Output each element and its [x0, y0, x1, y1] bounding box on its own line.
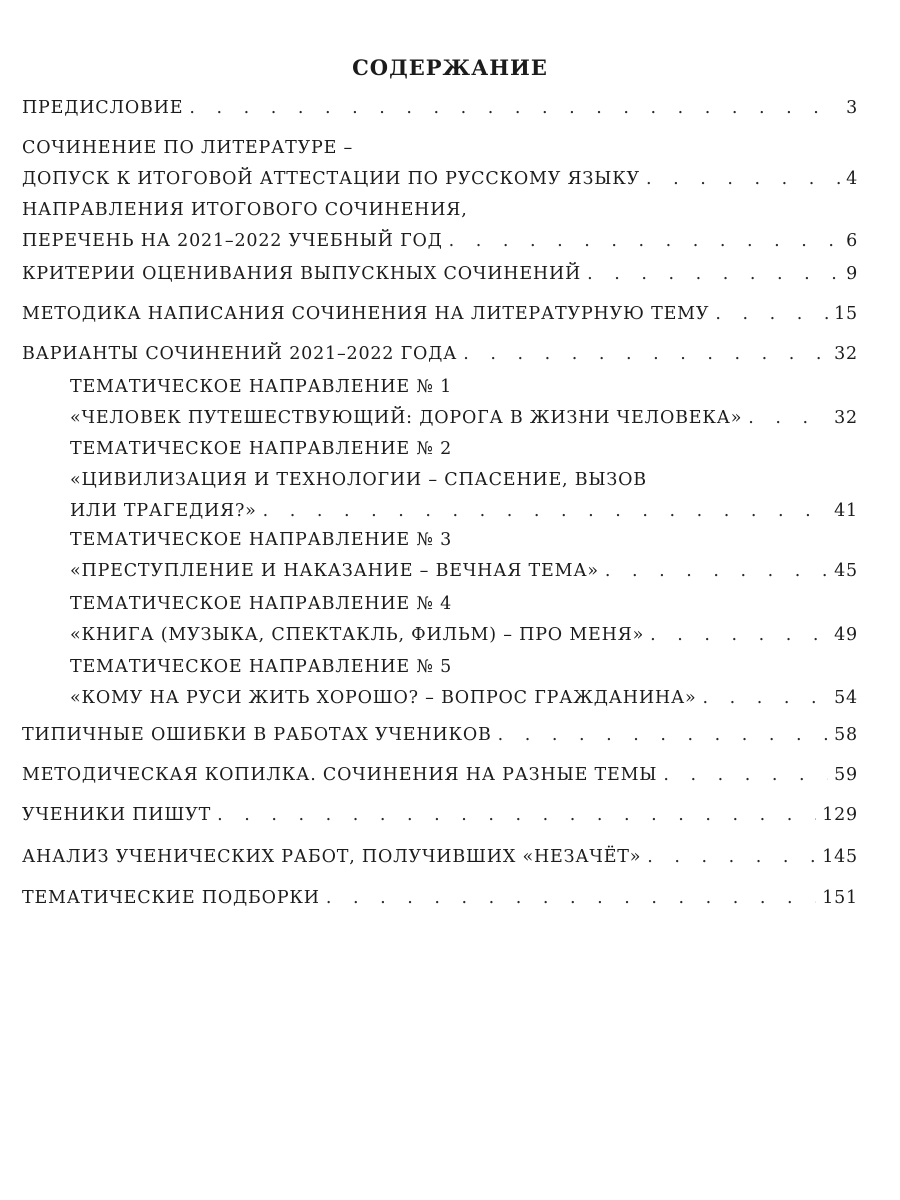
toc-entry[interactable] [22, 887, 858, 909]
toc-entry[interactable] [22, 97, 858, 119]
toc-entry[interactable] [22, 846, 858, 868]
dot-leader [463, 343, 828, 365]
toc-entry[interactable] [70, 624, 858, 646]
toc-page-number: 59 [834, 765, 858, 785]
toc-entry-title: «ПРЕСТУПЛЕНИЕ И НАКАЗАНИЕ – ВЕЧНАЯ ТЕМА» [70, 561, 599, 581]
dot-leader [449, 230, 840, 252]
toc-entry[interactable] [22, 168, 858, 190]
dot-leader [189, 97, 840, 119]
toc-entry-title: МЕТОДИКА НАПИСАНИЯ СОЧИНЕНИЯ НА ЛИТЕРАТУРНУЮ ТЕМУ [22, 304, 710, 324]
toc-entry[interactable] [22, 724, 858, 746]
toc-entry-title: ТЕМАТИЧЕСКИЕ ПОДБОРКИ [22, 888, 320, 908]
page-title: СОДЕРЖАНИЕ [352, 55, 548, 80]
toc-entry[interactable] [70, 560, 858, 582]
toc-page-number: 58 [834, 725, 858, 745]
dot-leader [715, 303, 828, 325]
toc-entry-heading-line: НАПРАВЛЕНИЯ ИТОГОВОГО СОЧИНЕНИЯ, [22, 200, 468, 220]
toc-entry-title: «ЧЕЛОВЕК ПУТЕШЕСТВУЮЩИЙ: ДОРОГА В ЖИЗНИ ЧЕЛОВЕКА» [70, 408, 743, 428]
toc-entry[interactable] [22, 764, 858, 786]
toc-entry-title: ПРЕДИСЛОВИЕ [22, 98, 184, 118]
toc-page-number: 41 [834, 501, 858, 521]
toc-entry[interactable] [22, 303, 858, 325]
toc-entry[interactable] [70, 500, 858, 522]
toc-entry-title: ВАРИАНТЫ СОЧИНЕНИЙ 2021–2022 ГОДА [22, 344, 458, 364]
toc-entry-title: АНАЛИЗ УЧЕНИЧЕСКИХ РАБОТ, ПОЛУЧИВШИХ «НЕЗАЧЁТ» [22, 847, 642, 867]
toc-page-number: 32 [834, 408, 858, 428]
toc-entry-title: ПЕРЕЧЕНЬ НА 2021–2022 УЧЕБНЫЙ ГОД [22, 231, 443, 251]
toc-entry-heading-line: ТЕМАТИЧЕСКОЕ НАПРАВЛЕНИЕ № 2 [70, 439, 453, 459]
toc-entry[interactable] [22, 804, 858, 826]
toc-entry-title: «КНИГА (МУЗЫКА, СПЕКТАКЛЬ, ФИЛЬМ) – ПРО МЕНЯ» [70, 625, 645, 645]
toc-entry[interactable] [22, 263, 858, 285]
dot-leader [498, 724, 828, 746]
toc-entry-title: КРИТЕРИИ ОЦЕНИВАНИЯ ВЫПУСКНЫХ СОЧИНЕНИЙ [22, 264, 582, 284]
toc-entry-heading-line: ТЕМАТИЧЕСКОЕ НАПРАВЛЕНИЕ № 4 [70, 594, 453, 614]
toc-entry-heading-line: «ЦИВИЛИЗАЦИЯ И ТЕХНОЛОГИИ – СПАСЕНИЕ, ВЫЗОВ [70, 470, 647, 490]
toc-page-number: 129 [822, 805, 858, 825]
dot-leader [748, 407, 828, 429]
dot-leader [703, 687, 829, 709]
dot-leader [663, 764, 828, 786]
toc-entry[interactable] [70, 687, 858, 709]
dot-leader [650, 624, 828, 646]
toc-entry-title: МЕТОДИЧЕСКАЯ КОПИЛКА. СОЧИНЕНИЯ НА РАЗНЫЕ ТЕМЫ [22, 765, 658, 785]
toc-entry-title: ДОПУСК К ИТОГОВОЙ АТТЕСТАЦИИ ПО РУССКОМУ ЯЗЫКУ [22, 169, 640, 189]
dot-leader [263, 500, 828, 522]
toc-page-number: 4 [846, 169, 858, 189]
dot-leader [217, 804, 816, 826]
toc-page-number: 9 [846, 264, 858, 284]
toc-entry-heading-line: СОЧИНЕНИЕ ПО ЛИТЕРАТУРЕ – [22, 138, 354, 158]
dot-leader [605, 560, 828, 582]
toc-entry[interactable] [22, 343, 858, 365]
toc-entry-title: «КОМУ НА РУСИ ЖИТЬ ХОРОШО? – ВОПРОС ГРАЖДАНИНА» [70, 688, 697, 708]
toc-entry-heading-line: ТЕМАТИЧЕСКОЕ НАПРАВЛЕНИЕ № 3 [70, 530, 453, 550]
dot-leader [326, 887, 816, 909]
toc-page-number: 15 [834, 304, 858, 324]
dot-leader [587, 263, 840, 285]
dot-leader [646, 168, 840, 190]
toc-page-number: 3 [846, 98, 858, 118]
toc-entry-title: УЧЕНИКИ ПИШУТ [22, 805, 212, 825]
toc-entry[interactable] [22, 230, 858, 252]
toc-entry-heading-line: ТЕМАТИЧЕСКОЕ НАПРАВЛЕНИЕ № 1 [70, 377, 453, 397]
toc-entry-heading-line: ТЕМАТИЧЕСКОЕ НАПРАВЛЕНИЕ № 5 [70, 657, 453, 677]
toc-page-number: 6 [846, 231, 858, 251]
toc-page-number: 49 [834, 625, 858, 645]
dot-leader [647, 846, 816, 868]
toc-page-number: 151 [822, 888, 858, 908]
toc-page-number: 145 [822, 847, 858, 867]
toc-page-number: 45 [834, 561, 858, 581]
toc-entry[interactable] [70, 407, 858, 429]
toc-entry-title: ИЛИ ТРАГЕДИЯ?» [70, 501, 257, 521]
toc-page-number: 32 [834, 344, 858, 364]
toc-entry-title: ТИПИЧНЫЕ ОШИБКИ В РАБОТАХ УЧЕНИКОВ [22, 725, 492, 745]
toc-page-number: 54 [834, 688, 858, 708]
